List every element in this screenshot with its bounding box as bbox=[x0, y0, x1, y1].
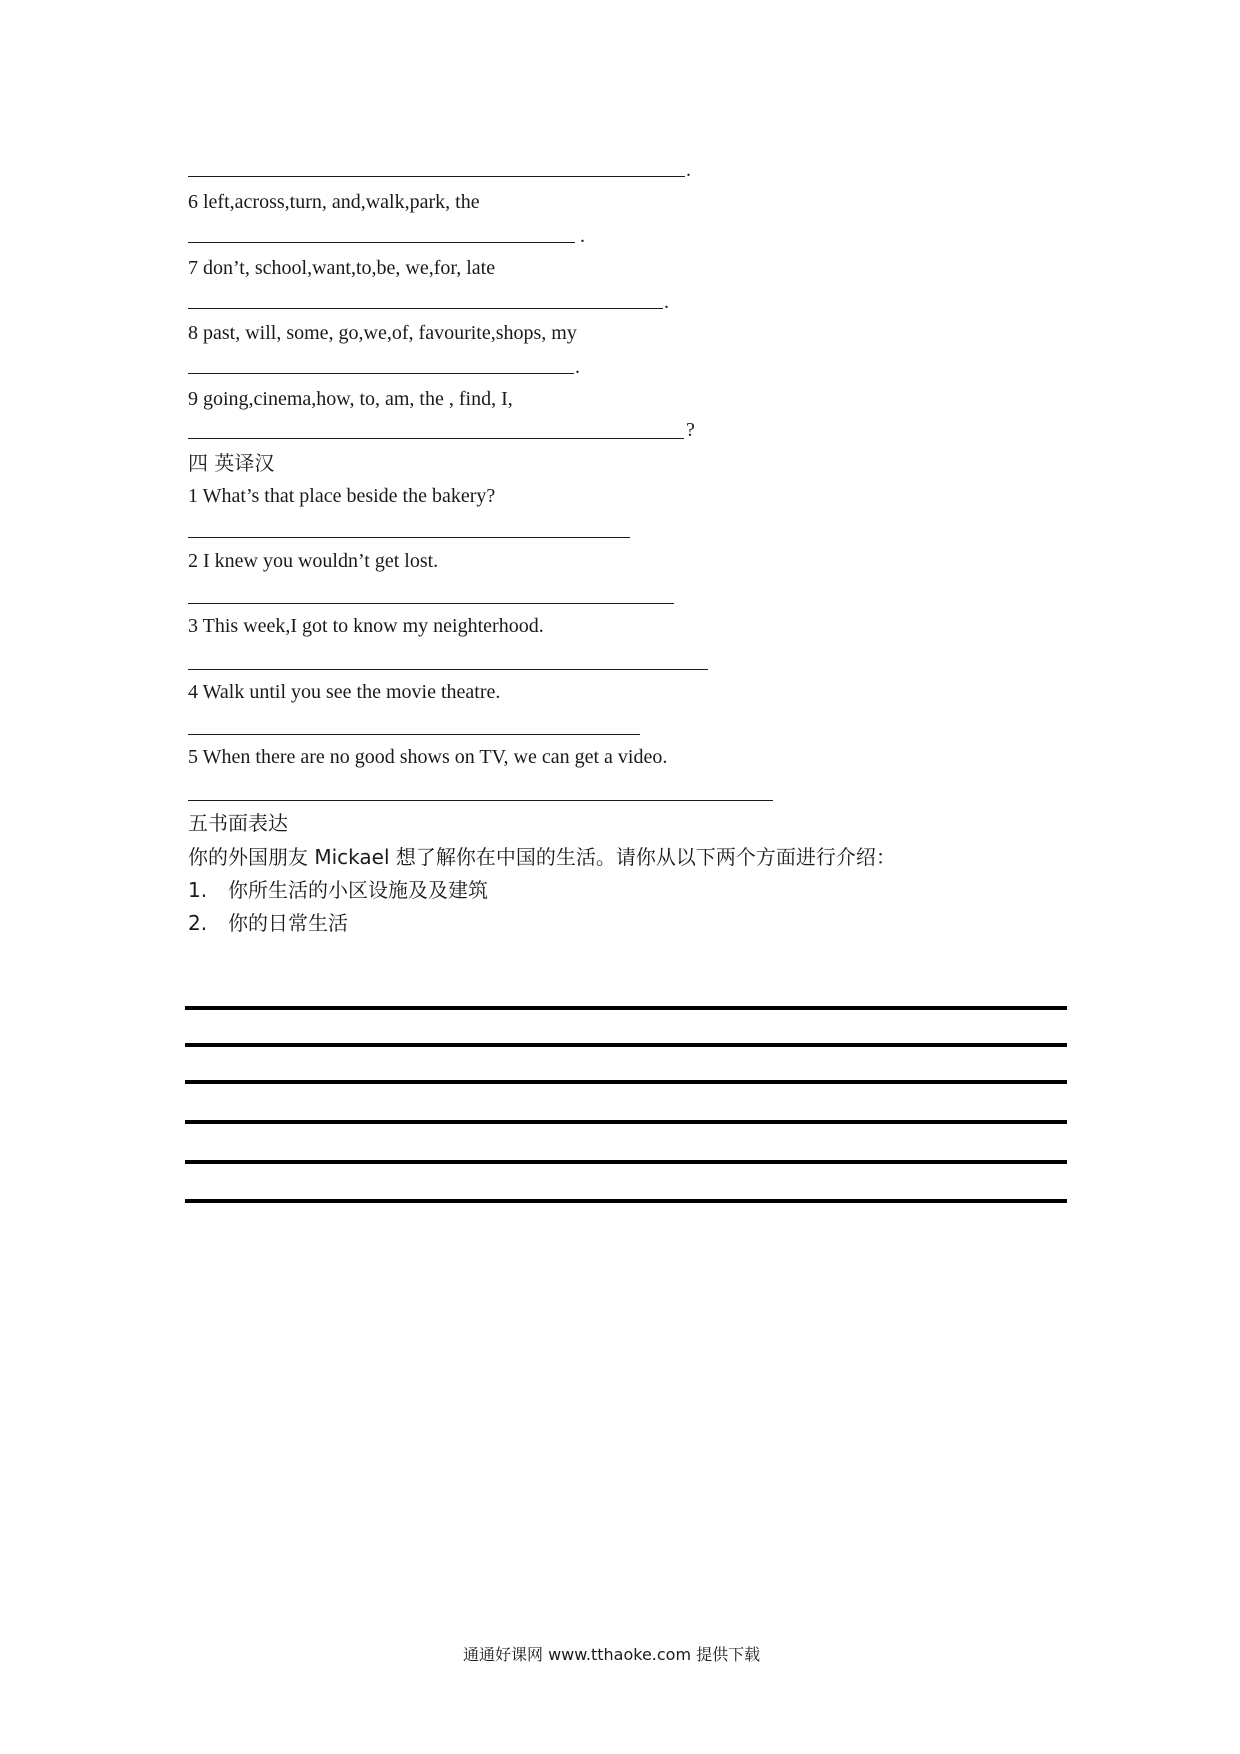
writing-point-2-text: 你的日常生活 bbox=[228, 911, 348, 935]
writing-line-3[interactable] bbox=[185, 1080, 1067, 1084]
answer-line-7[interactable] bbox=[188, 308, 663, 309]
translate-item-2: 2 I knew you wouldn’t get lost. bbox=[188, 550, 439, 572]
translate-line-1[interactable] bbox=[188, 537, 630, 538]
translate-item-5: 5 When there are no good shows on TV, we can get a video. bbox=[188, 746, 668, 768]
answer-line-5-punct: . bbox=[686, 159, 691, 181]
translate-item-1: 1 What’s that place beside the bakery? bbox=[188, 485, 496, 507]
writing-point-1-number: 1. bbox=[188, 878, 208, 902]
answer-line-5[interactable] bbox=[188, 176, 685, 177]
writing-point-1-text: 你所生活的小区设施及及建筑 bbox=[228, 878, 488, 902]
question-9-prompt: 9 going,cinema,how, to, am, the , find, I, bbox=[188, 388, 513, 410]
writing-line-1[interactable] bbox=[185, 1006, 1067, 1010]
answer-line-9-punct: ? bbox=[686, 419, 695, 441]
section5-instruction: 你的外国朋友 Mickael 想了解你在中国的生活。请你从以下两个方面进行介绍： bbox=[188, 845, 896, 869]
question-7-prompt: 7 don’t, school,want,to,be, we,for, late bbox=[188, 257, 496, 279]
answer-line-6[interactable] bbox=[188, 242, 575, 243]
writing-line-2[interactable] bbox=[185, 1043, 1067, 1047]
section5-heading: 五书面表达 bbox=[188, 811, 288, 835]
answer-line-6-punct: . bbox=[580, 225, 585, 247]
question-8-prompt: 8 past, will, some, go,we,of, favourite,shops, my bbox=[188, 322, 577, 344]
answer-line-8-punct: . bbox=[575, 356, 580, 378]
translate-line-2[interactable] bbox=[188, 603, 674, 604]
writing-point-2-number: 2. bbox=[188, 911, 208, 935]
writing-line-5[interactable] bbox=[185, 1160, 1067, 1164]
answer-line-8[interactable] bbox=[188, 373, 574, 374]
answer-line-7-punct: . bbox=[664, 291, 669, 313]
section4-heading: 四 英译汉 bbox=[188, 451, 275, 475]
page-footer: 通通好课网 www.tthaoke.com 提供下载 bbox=[463, 1645, 761, 1664]
translate-item-4: 4 Walk until you see the movie theatre. bbox=[188, 681, 501, 703]
writing-line-4[interactable] bbox=[185, 1120, 1067, 1124]
answer-line-9[interactable] bbox=[188, 438, 684, 439]
translate-item-3: 3 This week,I got to know my neighterhood. bbox=[188, 615, 544, 637]
question-6-prompt: 6 left,across,turn, and,walk,park, the bbox=[188, 191, 480, 213]
translate-line-4[interactable] bbox=[188, 734, 640, 735]
writing-line-6[interactable] bbox=[185, 1199, 1067, 1203]
translate-line-5[interactable] bbox=[188, 800, 773, 801]
translate-line-3[interactable] bbox=[188, 669, 708, 670]
